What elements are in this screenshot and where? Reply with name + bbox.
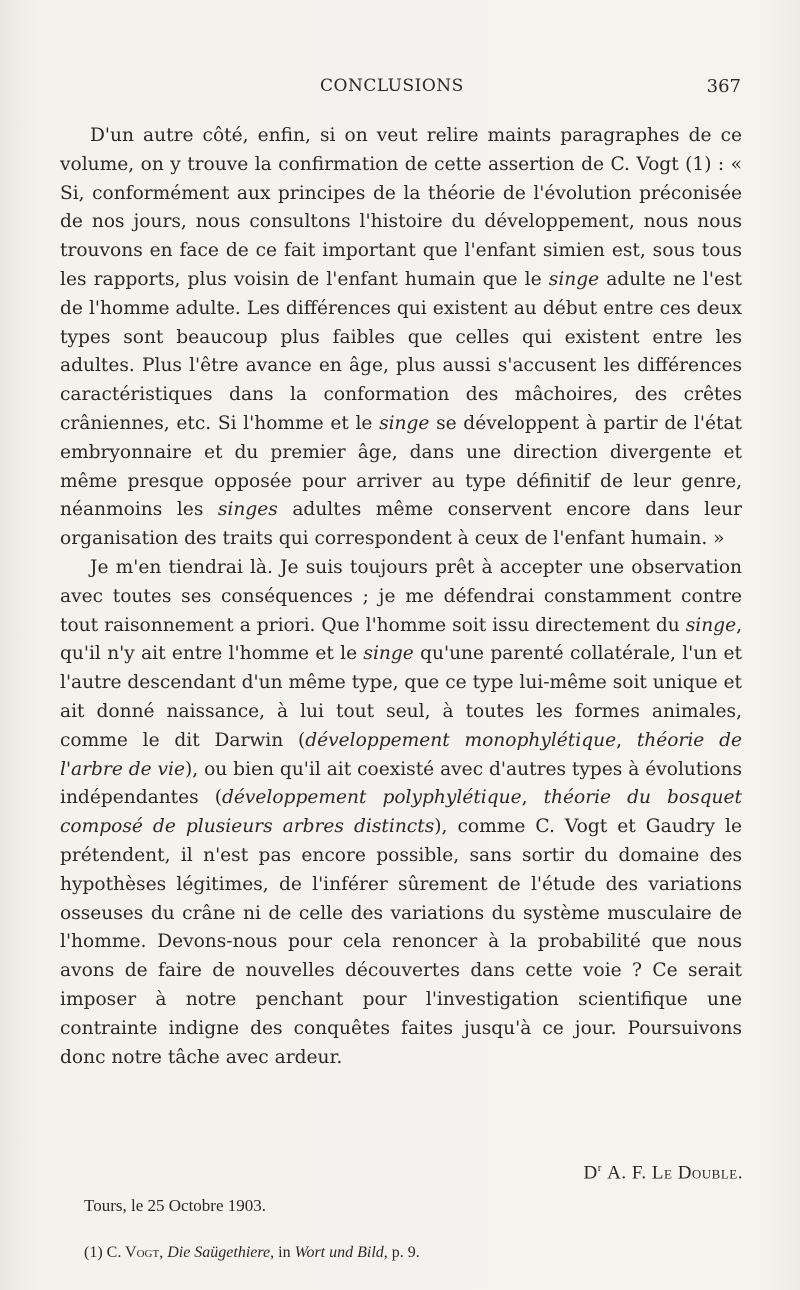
italic-run: singe bbox=[379, 412, 430, 434]
text-run: , bbox=[521, 787, 544, 809]
author-signature bbox=[583, 1162, 743, 1184]
text-run: ), ou bien qu'il ait coexisté avec d'autres types à évolutions indépendantes ( bbox=[60, 758, 742, 809]
italic-run: développement polyphylétique bbox=[221, 787, 522, 809]
text-run: adultes même conservent encore dans leur organisation des traits qui correspondent à ceux de l'enfant humain. » bbox=[60, 499, 742, 550]
signature-title-sup: r bbox=[597, 1162, 602, 1174]
signature-title: D bbox=[583, 1162, 598, 1184]
italic-run: singes bbox=[217, 499, 278, 521]
footnote-page: , p. 9. bbox=[383, 1244, 420, 1261]
signature-name: A. F. Le Double. bbox=[607, 1162, 743, 1184]
italic-run: théorie de l'arbre de vie bbox=[60, 729, 742, 780]
text-run: D'un autre côté, enfin, si on veut relire maints paragraphes de ce volume, on y trouve la confirmation de cette assertion de C. Vogt (1) : « Si, conformément aux principes de la théorie de l'évolution préconisée de nos jours, nous consultons l'histoire du développement, nous nous trouvons en face de ce fait important que l'enfant simien est, sous tous les rapports, plus voisin de l'enfant humain que le bbox=[60, 125, 742, 290]
footnote-sep: , bbox=[159, 1244, 168, 1261]
footnote bbox=[84, 1244, 420, 1262]
italic-run: singe bbox=[548, 268, 600, 290]
paragraph-1 bbox=[60, 122, 742, 554]
paragraph-2 bbox=[60, 554, 742, 1072]
body-text bbox=[60, 122, 742, 1072]
italic-run: développement monophylétique bbox=[305, 729, 617, 751]
text-run: , bbox=[616, 729, 637, 751]
text-run: , qu'il n'y ait entre l'homme et le bbox=[60, 614, 742, 665]
footnote-source: Wort und Bild bbox=[294, 1244, 384, 1261]
italic-run: singe bbox=[363, 643, 414, 665]
page-header bbox=[0, 76, 800, 100]
page-number: 367 bbox=[706, 76, 741, 97]
text-run: se développent à partir de l'état embryonnaire et du premier âge, dans une direction divergente et même presque opposée pour arriver au type définitif de leur genre, néanmoins les bbox=[60, 412, 742, 521]
text-run: ), comme C. Vogt et Gaudry le prétendent, il n'est pas encore possible, sans sortir du domaine des hypothèses légitimes, de l'inférer sûrement de l'étude des variations osseuses du crâne ni de celle des variations du système musculaire de l'homme. Devons-nous pour cela renoncer à la probabilité que nous avons de faire de nouvelles découvertes dans cette voie ? Ce serait imposer à notre penchant pour l'investigation scientifique une contrainte indigne des conquêtes faites jusqu'à ce jour. Poursuivons donc notre tâche avec ardeur. bbox=[60, 816, 742, 1068]
text-run: adulte ne l'est de l'homme adulte. Les différences qui existent au début entre ces deux types sont beaucoup plus faibles que celles qui existent entre les adultes. Plus l'être avance en âge, plus aussi s'accusent les différences caractéristiques dans la conformation des mâchoires, des crêtes crâniennes, etc. Si l'homme et le bbox=[60, 268, 743, 434]
footnote-marker: (1) bbox=[84, 1244, 107, 1261]
footnote-author: C. Vogt bbox=[106, 1244, 160, 1261]
running-head: CONCLUSIONS bbox=[320, 76, 464, 96]
footnote-work: Die Saügethiere bbox=[167, 1244, 271, 1261]
text-run: Je m'en tiendrai là. Je suis toujours prêt à accepter une observation avec toutes ses conséquences ; je me défendrai constamment contre tout raisonnement a priori. Que l'homme soit issu directement du bbox=[60, 556, 742, 636]
italic-run: singe bbox=[685, 614, 737, 636]
dateline: Tours, le 25 Octobre 1903. bbox=[84, 1196, 266, 1215]
footnote-in: , in bbox=[270, 1244, 295, 1261]
italic-run: théorie du bosquet composé de plusieurs arbres distincts bbox=[60, 787, 742, 838]
text-run: qu'une parenté collatérale, l'un et l'autre descendant d'un même type, que ce type lui-même soit unique et ait donné naissance, à lui tout seul, à toutes les formes animales, comme le dit Darwin ( bbox=[60, 643, 742, 751]
